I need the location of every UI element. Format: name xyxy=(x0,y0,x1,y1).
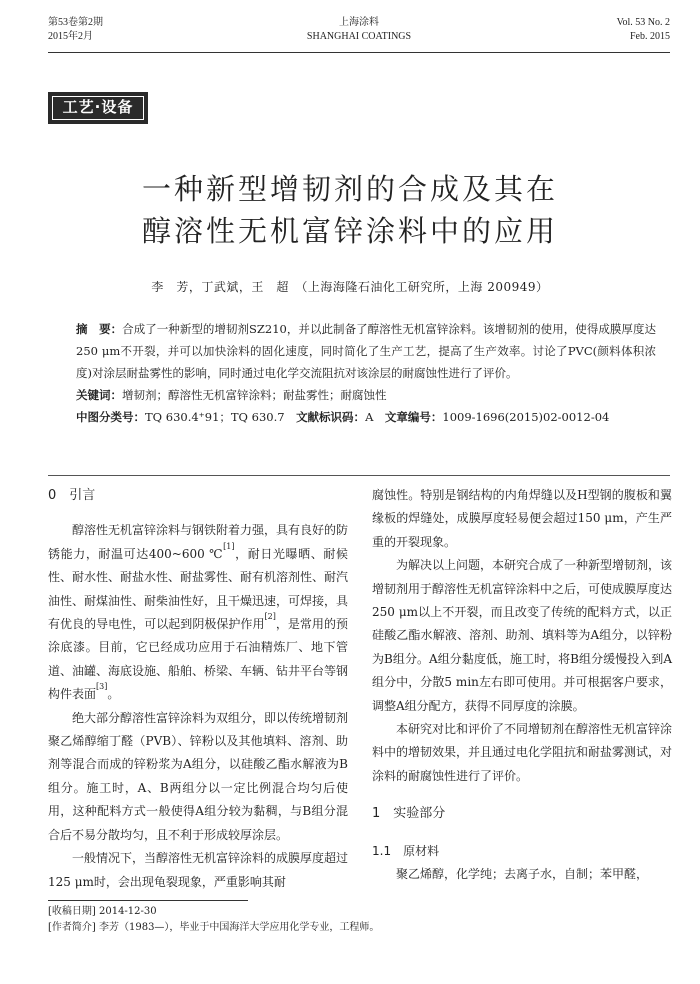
article-title: 一种新型增韧剂的合成及其在 醇溶性无机富锌涂料中的应用 xyxy=(141,172,558,248)
keywords-label: 关键词： xyxy=(76,388,122,402)
citation[interactable]: [2] xyxy=(264,612,276,622)
paragraph: 本研究对比和评价了不同增韧剂在醇溶性无机富锌涂料中的增韧效果，并且通过电化学阻抗和耐盐雾测试，对涂料的耐腐蚀性进行了评价。 xyxy=(372,722,673,783)
article-number: 1009-1696(2015)02-0012-04 xyxy=(442,410,610,424)
paragraph: 腐蚀性。特别是钢结构的内角焊缝以及H型钢的腹板和翼缘板的焊缝处，成膜厚度轻易便会超过150 μm，产生严重的开裂现象。 xyxy=(372,488,672,549)
body-rule xyxy=(48,475,670,476)
right-column xyxy=(372,484,672,887)
author-bio: [作者简介] 李芳（1983—），毕业于中国海洋大学应用化学专业，工程师。 xyxy=(48,922,380,933)
journal-volume: 第53卷第2期 2015年2月 xyxy=(48,17,103,42)
paragraph: 醇溶性无机富锌涂料与钢铁附着力强，具有良好的防锈能力，耐温可达400~600 ℃[1]，耐日光曝晒、耐候性、耐水性、耐盐水性、耐盐雾性、耐有机溶剂性、耐汽油性、耐煤油性、耐柴油性好，且干燥迅速，可焊接，具有优良的导电性，可以起到阴极保护作用[2]，是常用的预涂底漆。目前，它已经成功应用于石油精炼厂、地下管道、油罐、海底设施、船舶、桥梁、车辆、钻井平台等钢构件表面[3]。 xyxy=(48,523,349,702)
paragraph: 为解决以上问题，本研究合成了一种新型增韧剂，该增韧剂用于醇溶性无机富锌涂料中之后，可使成膜厚度达250 μm以上不开裂，而且改变了传统的配料方式，以正硅酸乙酯水解液、溶剂、助剂、填料等为A组分，以锌粉为B组分。A组分黏度低，施工时，将B组分缓慢投入到A组分中，分散5 min左右即可使用。并可根据客户要求，调整A组分配方，获得不同厚度的涂膜。 xyxy=(372,558,673,713)
left-column xyxy=(48,484,348,894)
header-rule xyxy=(48,52,670,53)
abstract xyxy=(76,318,656,428)
journal-name: 上海涂料 SHANGHAI COATINGS xyxy=(306,17,412,42)
abstract-text: 合成了一种新型的增韧剂SZ210，并以此制备了醇溶性无机富锌涂料。该增韧剂的使用，使得成膜厚度达250 μm不开裂，并可以加快涂料的固化速度，同时简化了生产工艺，提高了生产效率。讨论了PVC(颜料体积浓度)对涂层耐盐雾性的影响，同时通过电化学交流阻抗对该涂层的耐腐蚀性进行了评价。 xyxy=(76,322,656,380)
abstract-label: 摘 要： xyxy=(76,322,123,336)
section-banner: 工艺·设备 xyxy=(48,92,148,124)
doc-code-label: 文献标识码： xyxy=(296,410,366,424)
class-number: TQ 630.4⁺91；TQ 630.7 xyxy=(145,410,285,424)
class-label: 中图分类号： xyxy=(76,410,145,424)
citation[interactable]: [3] xyxy=(96,682,108,692)
doc-code: A xyxy=(365,410,374,424)
keywords: 增韧剂；醇溶性无机富锌涂料；耐盐雾性；耐腐蚀性 xyxy=(122,388,387,402)
citation[interactable]: [1] xyxy=(223,541,235,551)
paragraph: 绝大部分醇溶性富锌涂料为双组分，即以传统增韧剂聚乙烯醇缩丁醛（PVB）、锌粉以及其他填料、溶剂、助剂等混合而成的锌粉浆为A组分，以硅酸乙酯水解液为B组分。施工时，A、B两组分以一定比例混合均匀后使用，这种配料方式一般使得A组分较为黏稠，与B组分混合后不易分散均匀，且不利于形成较厚涂层。 xyxy=(48,710,349,842)
paragraph: 一般情况下，当醇溶性无机富锌涂料的成膜厚度超过125 μm时，会出现龟裂现象，严重影响其耐 xyxy=(48,851,349,889)
received-date: [收稿日期] 2014-12-30 xyxy=(48,906,157,917)
authors: 李 芳，丁武斌，王 超 （上海海隆石油化工研究所，上海 200949） xyxy=(151,280,549,294)
journal-volume-en: Vol. 53 No. 2 Feb. 2015 xyxy=(616,17,670,42)
paragraph: 聚乙烯醇，化学纯；去离子水，自制；苯甲醛， xyxy=(396,867,649,882)
article-number-label: 文章编号： xyxy=(384,410,443,424)
footnote-rule xyxy=(48,900,248,901)
section-heading-intro: 0 引言 xyxy=(48,488,96,503)
running-header xyxy=(48,16,670,56)
subsection-heading-materials: 1.1 原材料 xyxy=(372,843,440,858)
footnote xyxy=(48,904,379,936)
section-heading-experiment: 1 实验部分 xyxy=(372,806,446,822)
